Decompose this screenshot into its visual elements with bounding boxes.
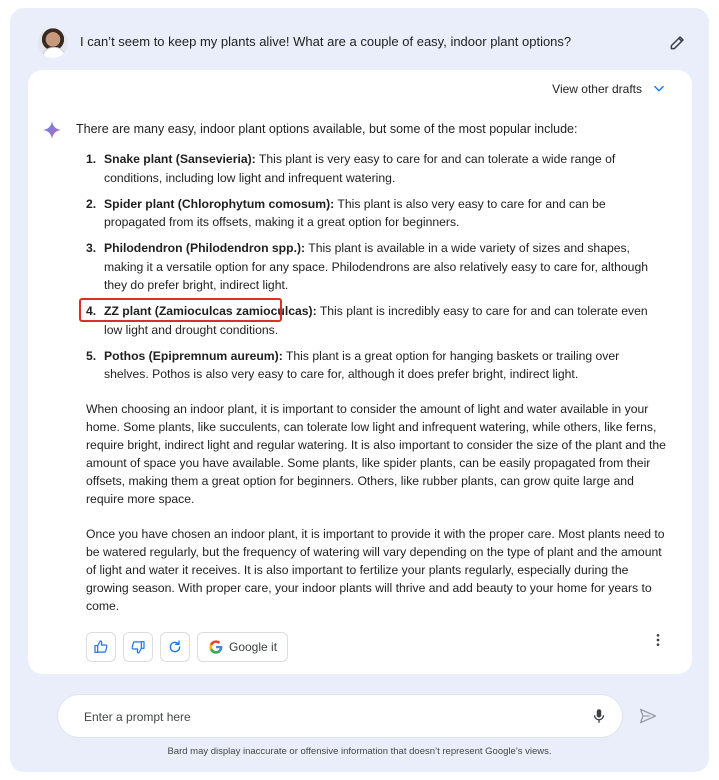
google-it-button[interactable]	[197, 632, 288, 662]
list-item: 4. ZZ plant (Zamioculcas zamioculcas): This plant is incredibly easy to care for and can tolerate even low light and drought conditions.	[86, 302, 666, 339]
thumbs-up-button[interactable]	[86, 632, 116, 662]
prompt-input[interactable]	[82, 705, 566, 729]
chevron-down-icon	[652, 82, 666, 96]
view-other-drafts-label: View other drafts	[552, 82, 642, 96]
list-item: 1. Snake plant (Sansevieria): This plant is very easy to care for and can tolerate a wide range of conditions, including low light and infrequent watering.	[86, 152, 616, 185]
avatar	[38, 28, 68, 58]
regenerate-icon	[167, 639, 183, 655]
plant-description: This plant is also very easy to care for and can be propagated from its offsets, making it a great option for beginners.	[104, 196, 606, 229]
plant-name: Snake plant (Sansevieria):	[104, 152, 256, 166]
plant-list	[86, 150, 666, 391]
response-actions	[86, 632, 288, 662]
more-vert-icon[interactable]	[650, 632, 666, 648]
plant-name: Philodendron (Philodendron spp.):	[104, 241, 306, 255]
list-item: 3. Philodendron (Philodendron spp.): This plant is available in a wide variety of sizes and shapes, making it a versatile option for any space. Philodendrons are also relatively easy to care for, although they do prefer bright, indirect light.	[86, 241, 649, 292]
response-paragraph-2: Once you have chosen an indoor plant, it is important to provide it with the proper care. Most plants need to be watered regularly, but the frequency of watering will vary depending on the type of plant and the amount of light and water it receives. It is also important to fertilize your plants regularly, especially during the growing season. With proper care, your indoor plants will thrive and add beauty to your home for years to come.	[86, 527, 665, 613]
google-it-label: Google it	[229, 640, 278, 654]
response-card	[28, 70, 692, 674]
plant-name: Spider plant (Chlorophytum comosum):	[104, 196, 335, 211]
plant-name: ZZ plant (Zamioculcas zamioculcas):	[104, 304, 317, 318]
thumbs-down-button[interactable]	[123, 632, 153, 662]
list-item: 5. Pothos (Epipremnum aureum): This plant is a great option for hanging baskets or trailing over shelves. Pothos is also very easy to care for, although it does prefer bright, indirect light.	[86, 348, 620, 381]
user-prompt-text: I can’t seem to keep my plants alive! What are a couple of easy, indoor plant options?	[80, 34, 572, 49]
plant-description: This plant is available in a wide variety of sizes and shapes, making it a versatile option for any space. Philodendrons are also relatively easy to care for, although they do prefer bright, indirect light.	[104, 241, 649, 292]
view-other-drafts-button[interactable]	[552, 82, 666, 96]
edit-icon[interactable]	[668, 32, 688, 52]
prompt-box	[57, 694, 623, 738]
response-intro: There are many easy, indoor plant options available, but some of the most popular include:	[76, 122, 578, 136]
highlight-box	[79, 298, 282, 322]
mic-icon[interactable]	[590, 707, 608, 725]
plant-name: Pothos (Epipremnum aureum):	[104, 348, 283, 363]
response-paragraph-1: When choosing an indoor plant, it is important to consider the amount of light and water available in your home. Some plants, like succulents, can tolerate low light and infrequent watering, while others, like ferns, require bright, indirect light and regular watering. It is also important to consider the size of the plant and the amount of space you have available. Some plants, like spider plants, can be easily propagated from their offsets, making them a great option for beginners. Others, like rubber plants, can grow quite large and require more space.	[86, 402, 666, 506]
send-icon[interactable]	[638, 706, 658, 726]
user-prompt-row	[38, 28, 688, 64]
bard-frame	[10, 8, 709, 772]
plant-description: This plant is very easy to care for and can tolerate a wide range of conditions, including low light and infrequent watering.	[104, 152, 616, 185]
sparkle-icon	[42, 120, 62, 140]
thumbs-up-icon	[93, 639, 109, 655]
disclaimer: Bard may display inaccurate or offensive information that doesn’t represent Google’s views.	[167, 746, 552, 757]
regenerate-button[interactable]	[160, 632, 190, 662]
list-item: 2. Spider plant (Chlorophytum comosum): This plant is also very easy to care for and can be propagated from its offsets, making it a great option for beginners.	[86, 196, 606, 229]
plant-description: This plant is a great option for hanging baskets or trailing over shelves. Pothos is also very easy to care for, although it does prefer bright, indirect light.	[104, 348, 620, 381]
plant-description: This plant is incredibly easy to care for and can tolerate even low light and drought conditions.	[104, 304, 648, 337]
thumbs-down-icon	[130, 639, 146, 655]
google-g-icon	[208, 639, 224, 655]
